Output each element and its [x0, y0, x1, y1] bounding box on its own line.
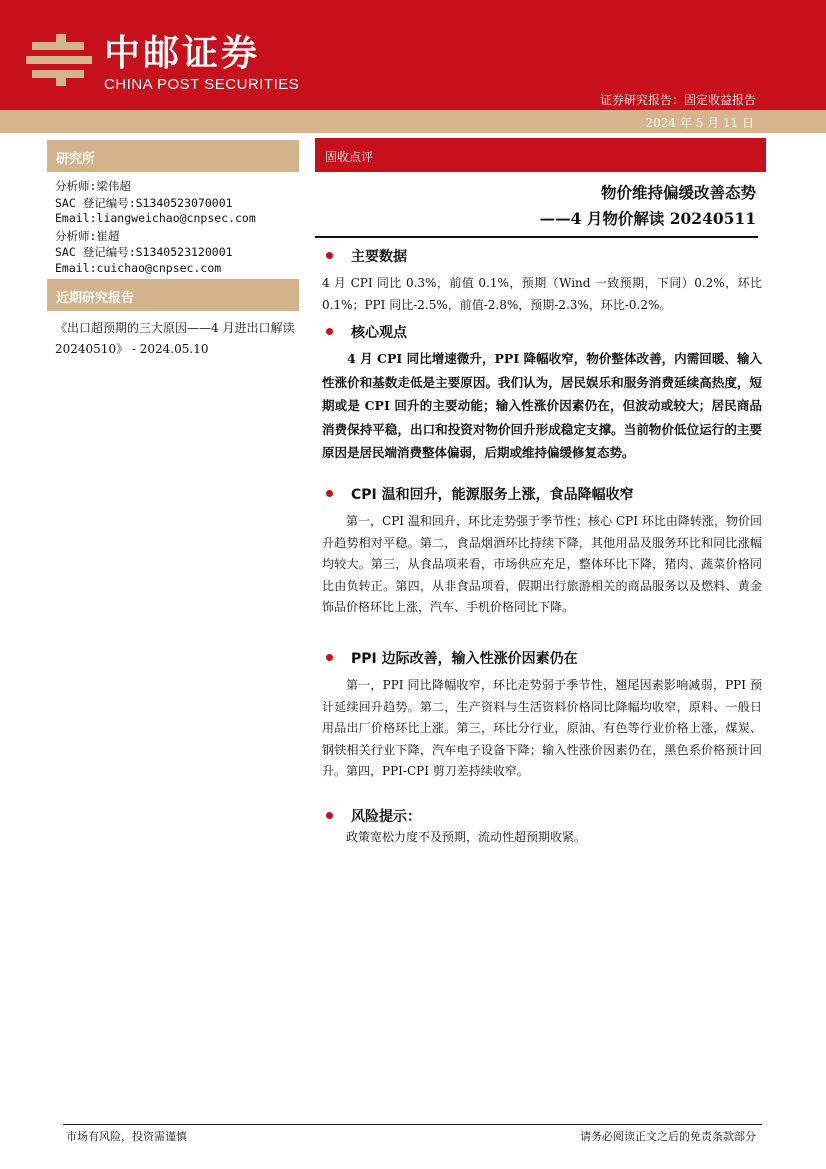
footer-risk-note: 市场有风险，投资需谨慎: [66, 1130, 187, 1143]
section-banner: [315, 138, 766, 172]
recent-reports-heading: [47, 279, 299, 311]
brand-name-en: CHINA POST SECURITIES: [104, 76, 300, 93]
recent-report-link[interactable]: 《出口超预期的三大原因——4 月进出口解读 20240510》 - 2024.05.10: [55, 321, 295, 356]
section-heading: 核心观点: [351, 325, 407, 341]
report-title-line2: ——4 月物价解读 20240511: [539, 209, 756, 228]
analyst-name: 分析师:梁伟超: [55, 179, 131, 193]
footer-disclaimer-note: 请务必阅读正文之后的免责条款部分: [580, 1130, 756, 1143]
section-label: 固收点评: [325, 150, 374, 164]
bullet-icon: [326, 490, 333, 497]
section-heading: CPI 温和回升，能源服务上涨，食品降幅收窄: [351, 487, 634, 503]
section-paragraph: 第一，CPI 温和回升，环比走势强于季节性；核心 CPI 环比由降转涨，物价回升趋势相对平稳。第二，食品烟酒环比持续下降，其他用品及服务环比和同比涨幅均较大。第三，从食品项来看，市场供应充足，整体环比下降，猪肉、蔬菜价格同比由负转正。第四，从非食品项看，假期出行旅游相关的商品服务以及燃料、黄金饰品价格环比上涨，汽车、手机价格同比下降。: [322, 514, 762, 614]
report-title-line1: 物价维持偏缓改善态势: [600, 183, 756, 202]
section-paragraph: 政策宽松力度不及预期，流动性超预期收紧。: [346, 830, 587, 844]
report-date: 2024 年 5 月 11 日: [645, 116, 754, 130]
analyst-sac: SAC 登记编号:S1340523120001: [55, 245, 233, 259]
section-paragraph: 4 月 CPI 同比增速微升，PPI 降幅收窄，物价整体改善，内需回暖、输入性涨价和基数走低是主要原因。我们认为，居民娱乐和服务消费延续高热度，短期或是 CPI 回升的主要动能；输入性涨价因素仍在，但波动或较大；居民商品消费保持平稳，出口和投资对物价回升形成稳定支撑。当前物价低位运行的主要原因是居民端消费整体偏弱，后期或维持偏缓修复态势。: [322, 351, 762, 460]
section-heading: 主要数据: [351, 249, 407, 265]
recent-reports-title: 近期研究报告: [56, 291, 135, 306]
brand-name-cn: 中邮证券: [104, 33, 261, 74]
institute-title: 研究所: [56, 152, 96, 167]
report-title: [540, 180, 756, 232]
analyst-email[interactable]: Email:cuichao@cnpsec.com: [55, 261, 222, 275]
bullet-icon: [326, 328, 333, 335]
bullet-icon: [326, 252, 333, 259]
china-post-logo-icon: [26, 34, 92, 86]
section-heading: 风险提示：: [351, 809, 421, 825]
section-paragraph: 4 月 CPI 同比 0.3%，前值 0.1%，预期（Wind 一致预期，下同）0.2%，环比 0.1%；PPI 同比-2.5%，前值-2.8%，预期-2.3%，环比-0.2%。: [322, 276, 762, 312]
section-paragraph: 第一，PPI 同比降幅收窄，环比走势弱于季节性，翘尾因素影响减弱，PPI 预计延续回升趋势。第二，生产资料与生活资料价格同比降幅均收窄，原料、一般日用品出厂价格环比上涨。第三，环比分行业，原油、有色等行业价格上涨，煤炭、钢铁相关行业下降，汽车电子设备下降；输入性涨价因素仍在，黑色系价格预计回升。第四，PPI-CPI 剪刀差持续收窄。: [322, 678, 762, 778]
analyst-name: 分析师:崔超: [55, 229, 120, 243]
analyst-sac: SAC 登记编号:S1340523070001: [55, 196, 233, 210]
bullet-icon: [326, 812, 333, 819]
institute-heading: [47, 140, 299, 172]
bullet-icon: [326, 654, 333, 661]
title-divider: [315, 236, 758, 238]
report-type: 证券研究报告：固定收益报告: [599, 93, 756, 107]
footer-divider: [63, 1124, 762, 1125]
section-heading: PPI 边际改善，输入性涨价因素仍在: [351, 651, 578, 667]
analyst-email[interactable]: Email:liangweichao@cnpsec.com: [55, 211, 256, 225]
